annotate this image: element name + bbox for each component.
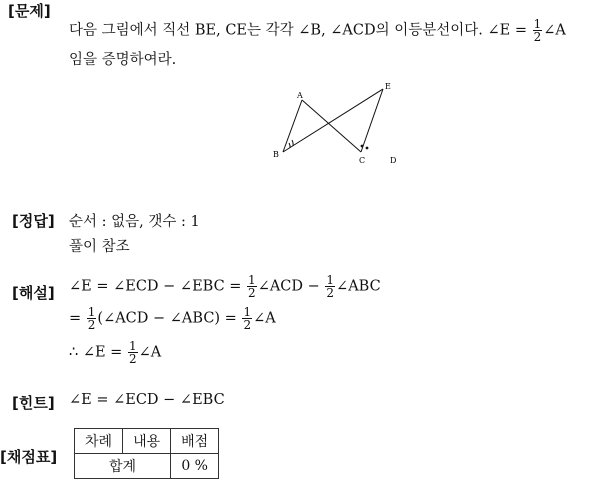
header-content: 내용 (123, 429, 171, 454)
total-value: 0 % (171, 454, 219, 479)
solution-label: [해설] (12, 284, 55, 302)
scoring-label: [채점표] (0, 448, 58, 466)
angle-mark-b2 (292, 140, 293, 146)
hint-text: ∠E = ∠ECD − ∠EBC (69, 392, 225, 408)
point-label-a: A (297, 91, 303, 100)
solution-line-1: ∠E = ∠ECD − ∠EBC = $\frac{1}{2}$ ∠ACD − $\frac{1}{2}$ ∠ABC (69, 273, 381, 300)
line-ac (302, 100, 361, 152)
answer-line-2: 풀이 참조 (69, 239, 130, 255)
problem-line-2: 임을 증명하여라. (69, 52, 177, 68)
problem-text-pre: 다음 그림에서 직선 BE, CE는 각각 ∠B, ∠ACD의 이등분선이다. ∠E = (69, 22, 527, 39)
total-label: 합계 (75, 454, 171, 479)
solution-line-2: = $\frac{1}{2}$ (∠ACD − ∠ABC) = $\frac{1}{2}$ ∠A (69, 305, 276, 332)
point-label-d: D (390, 156, 397, 165)
geometry-figure (265, 80, 405, 170)
point-label-c: C (359, 156, 366, 165)
solution-line-3: ∴ ∠E = $\frac{1}{2}$ ∠A (69, 339, 162, 366)
problem-text-post: ∠A (543, 22, 566, 39)
header-order: 차례 (75, 429, 123, 454)
scoring-table (74, 428, 219, 479)
line-ce (361, 89, 383, 152)
half-fraction: $\frac{1}{2}$ (533, 17, 542, 44)
point-label-e: E (385, 82, 391, 91)
answer-label: [정답] (12, 212, 55, 230)
angle-dot-c1 (361, 145, 364, 148)
angle-mark-b (289, 143, 290, 148)
table-row (75, 454, 219, 479)
problem-label: [문제] (8, 2, 51, 20)
answer-line-1: 순서 : 없음, 갯수 : 1 (69, 214, 200, 230)
line-ba (283, 100, 302, 152)
header-points: 배점 (171, 429, 219, 454)
table-row (75, 429, 219, 454)
point-label-b: B (273, 150, 279, 159)
angle-dot-c2 (366, 147, 369, 150)
problem-line-1 (69, 18, 566, 43)
hint-label: [힌트] (12, 394, 55, 412)
